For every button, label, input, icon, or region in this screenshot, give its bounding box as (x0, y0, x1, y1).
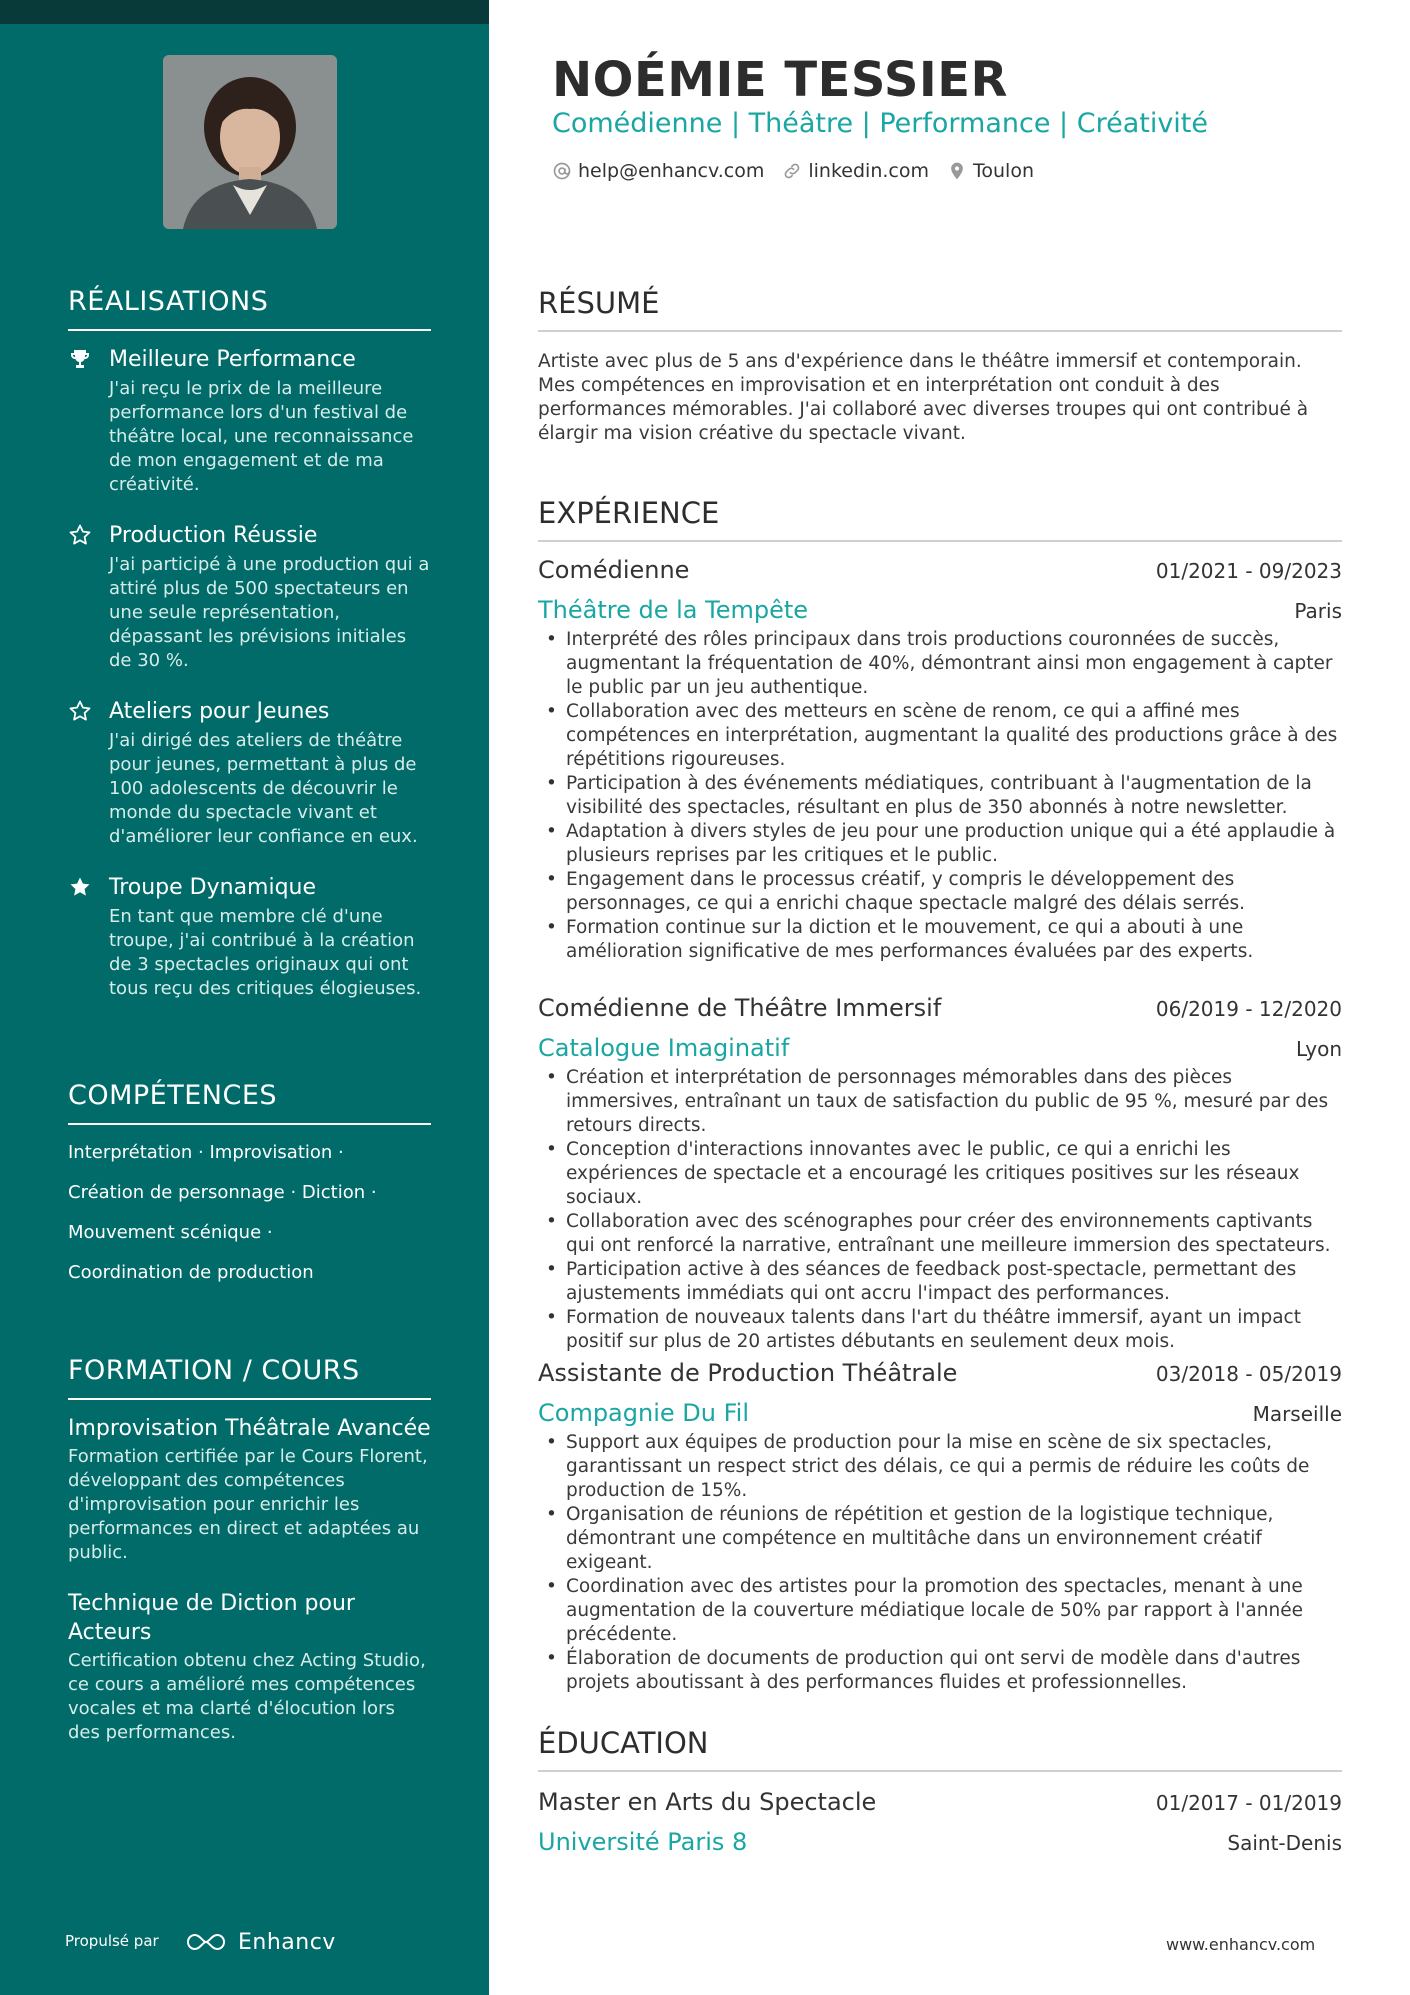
achievement-item (68, 697, 431, 849)
job-location: Marseille (1252, 1402, 1342, 1426)
job-bullet: • Élaboration de documents de production qui ont servi de modèle dans d'autres projets aboutissant à des performances fluides et professionnelles. (538, 1647, 1342, 1695)
training-section (68, 1355, 431, 1745)
contact-linkedin[interactable] (782, 160, 929, 182)
job-bullets (538, 1066, 1342, 1354)
star-filled-icon (68, 875, 94, 901)
school-location: Saint-Denis (1227, 1831, 1342, 1855)
education-heading: ÉDUCATION (538, 1726, 1342, 1772)
achievement-title: Ateliers pour Jeunes (109, 699, 330, 724)
enhancv-infinity-icon (184, 1931, 228, 1953)
job-bullet: • Formation continue sur la diction et le mouvement, ce qui a abouti à une amélioration significative de mes performances évaluées par des experts. (538, 916, 1342, 964)
job-title: Comédienne de Théâtre Immersif (538, 994, 942, 1022)
achievement-description: J'ai reçu le prix de la meilleure performance lors d'un festival de théâtre local, une reconnaissance de mon engagement et de ma créativité. (109, 378, 414, 495)
job-bullet: • Collaboration avec des scénographes pour créer des environnements captivants qui ont renforcé la narrative, entraînant une meilleure immersion des spectateurs. (538, 1210, 1342, 1258)
at-icon (552, 161, 572, 181)
skill-line: Création de personnage · Diction · (68, 1182, 377, 1203)
training-description: Certification obtenu chez Acting Studio, ce cours a amélioré mes compétences vocales et ma clarté d'élocution lors des performances. (68, 1650, 426, 1743)
job-bullet: • Formation de nouveaux talents dans l'art du théâtre immersif, ayant un impact positif sur plus de 20 artistes débutants en seulement deux mois. (538, 1306, 1342, 1354)
job-bullet: • Adaptation à divers styles de jeu pour une production unique qui a été applaudie à plusieurs reprises par les critiques et le public. (538, 820, 1342, 868)
job-location: Paris (1294, 599, 1342, 623)
job-title: Assistante de Production Théâtrale (538, 1359, 958, 1387)
education-date: 01/2017 - 01/2019 (1155, 1791, 1342, 1815)
job-bullet: • Participation à des événements médiatiques, contribuant à l'augmentation de la visibilité des spectacles, résultant en plus de 350 abonnés à notre newsletter. (538, 772, 1342, 820)
job-bullet: • Participation active à des séances de feedback post-spectacle, permettant des ajustements immédiats qui ont accru l'impact des performances. (538, 1258, 1342, 1306)
training-item (68, 1589, 431, 1745)
job-bullets (538, 628, 1342, 964)
skills-heading: COMPÉTENCES (68, 1080, 431, 1125)
job-entry (538, 556, 1342, 964)
candidate-name: NOÉMIE TESSIER (552, 52, 1009, 108)
footer-url[interactable]: www.enhancv.com (1166, 1935, 1316, 1954)
enhancv-brand-text: Enhancv (238, 1929, 336, 1955)
training-title: Improvisation Théâtrale Avancée (68, 1416, 431, 1441)
job-location: Lyon (1295, 1037, 1342, 1061)
job-bullet: • Création et interprétation de personnages mémorables dans des pièces immersives, entraînant un taux de satisfaction du public de 95 %, mesuré par des retours directs. (538, 1066, 1342, 1138)
achievement-description: J'ai dirigé des ateliers de théâtre pour jeunes, permettant à plus de 100 adolescents de découvrir le monde du spectacle vivant et d'améliorer leur confiance en eux. (109, 730, 418, 847)
sidebar (0, 0, 489, 1995)
trophy-icon (68, 347, 94, 373)
achievement-title: Meilleure Performance (109, 347, 356, 372)
linkedin-text: linkedin.com (808, 160, 929, 182)
job-date: 03/2018 - 05/2019 (1155, 1362, 1342, 1386)
training-title: Technique de Diction pour Acteurs (68, 1591, 355, 1645)
achievement-item (68, 345, 431, 497)
achievement-item (68, 873, 431, 1001)
email-text: help@enhancv.com (578, 160, 765, 182)
training-item (68, 1414, 431, 1565)
achievement-description: J'ai participé à une production qui a attiré plus de 500 spectateurs en une seule représentation, dépassant les prévisions initiales de 30 %. (109, 554, 430, 671)
job-bullets (538, 1431, 1342, 1695)
training-heading: FORMATION / COURS (68, 1355, 431, 1400)
job-company: Catalogue Imaginatif (538, 1034, 790, 1062)
skill-line: Coordination de production (68, 1262, 314, 1283)
job-bullet: • Support aux équipes de production pour la mise en scène de six spectacles, garantissant un respect strict des délais, ce qui a permis de réduire les coûts de production de 15%. (538, 1431, 1342, 1503)
sidebar-top-bar (0, 0, 489, 24)
summary-text: Artiste avec plus de 5 ans d'expérience dans le théâtre immersif et contemporain. Mes compétences en improvisation et en interprétation ont conduit à des performances mémorables. J'ai collaboré avec diverses troupes qui ont contribué à élargir ma vision créative du spectacle vivant. (538, 351, 1309, 444)
school-name: Université Paris 8 (538, 1828, 748, 1856)
achievement-title: Production Réussie (109, 523, 318, 548)
achievement-title: Troupe Dynamique (109, 875, 317, 900)
contact-location (947, 160, 1034, 182)
job-company: Théâtre de la Tempête (538, 596, 809, 624)
location-pin-icon (947, 161, 967, 181)
contact-email[interactable] (552, 160, 764, 182)
training-description: Formation certifiée par le Cours Florent, développant des compétences d'improvisation pour enrichir les performances en direct et adaptées au public. (68, 1446, 428, 1563)
job-bullet: • Coordination avec des artistes pour la promotion des spectacles, menant à une augmentation de la couverture médiatique locale de 50% par rapport à l'année précédente. (538, 1575, 1342, 1647)
job-entry (538, 994, 1342, 1354)
contact-bar (552, 160, 1034, 182)
location-text: Toulon (973, 160, 1034, 182)
job-bullet: • Engagement dans le processus créatif, y compris le développement des personnages, ce qui a enrichi chaque spectacle malgré des délais serrés. (538, 868, 1342, 916)
enhancv-logo[interactable] (184, 1926, 336, 1958)
job-bullet: • Organisation de réunions de répétition et gestion de la logistique technique, démontrant une compétence en multitâche dans un environnement créatif exigeant. (538, 1503, 1342, 1575)
job-bullet: • Conception d'interactions innovantes avec le public, ce qui a enrichi les expériences de spectacle et a encouragé les critiques positives sur les réseaux sociaux. (538, 1138, 1342, 1210)
education-entry (538, 1788, 1342, 1856)
job-bullet: • Interprété des rôles principaux dans trois productions couronnées de succès, augmentant la fréquentation de 40%, démontrant ainsi mon engagement à capter le public par un jeu authentique. (538, 628, 1342, 700)
profile-photo (163, 55, 337, 229)
job-company: Compagnie Du Fil (538, 1399, 749, 1427)
achievement-item (68, 521, 431, 673)
link-icon (782, 161, 802, 181)
candidate-subtitle: Comédienne | Théâtre | Performance | Créativité (552, 108, 1209, 139)
achievement-description: En tant que membre clé d'une troupe, j'ai contribué à la création de 3 spectacles originaux qui ont tous reçu des critiques élogieuses. (109, 906, 422, 999)
skills-section (68, 1080, 431, 1285)
experience-heading: EXPÉRIENCE (538, 496, 1342, 542)
job-entry (538, 1359, 1342, 1695)
powered-by-label: Propulsé par (65, 1932, 159, 1950)
summary-heading: RÉSUMÉ (538, 286, 1342, 332)
achievements-section (68, 286, 431, 1001)
star-outline-icon (68, 523, 94, 549)
job-title: Comédienne (538, 556, 690, 584)
skill-line: Interprétation · Improvisation · (68, 1142, 344, 1163)
job-date: 06/2019 - 12/2020 (1155, 997, 1342, 1021)
job-date: 01/2021 - 09/2023 (1155, 559, 1342, 583)
skill-line: Mouvement scénique · (68, 1222, 273, 1243)
star-outline-icon (68, 699, 94, 725)
achievements-heading: RÉALISATIONS (68, 286, 431, 331)
degree-title: Master en Arts du Spectacle (538, 1788, 877, 1816)
job-bullet: • Collaboration avec des metteurs en scène de renom, ce qui a affiné mes compétences en interprétation, augmentant la qualité des productions grâce à des répétitions rigoureuses. (538, 700, 1342, 772)
